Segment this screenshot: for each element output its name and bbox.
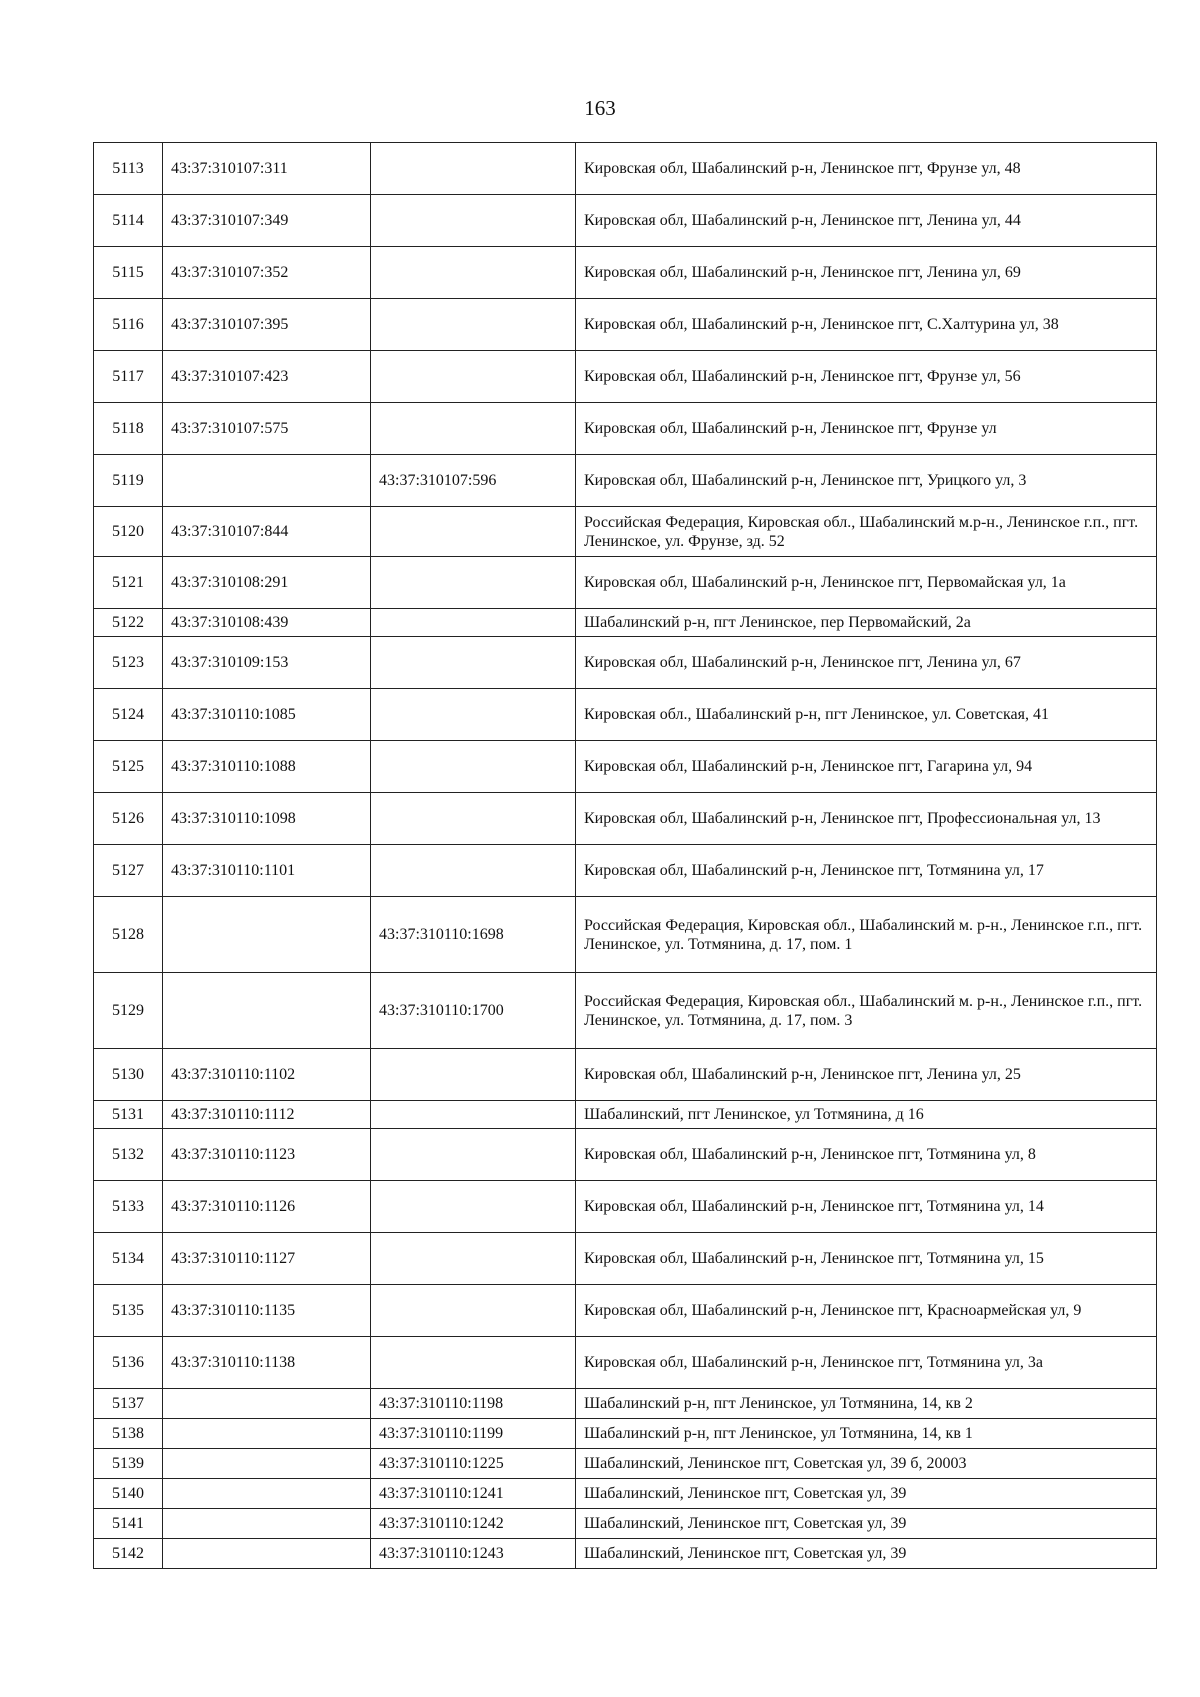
cadastral-number-cell: 43:37:310110:1126 <box>163 1181 371 1233</box>
cadastral-number-cell: 43:37:310108:291 <box>163 557 371 609</box>
cadastral-number-cell <box>163 1449 371 1479</box>
cadastral-number-cell: 43:37:310108:439 <box>163 609 371 637</box>
row-number-cell: 5137 <box>94 1389 163 1419</box>
cadastral-number-cell: 43:37:310107:349 <box>163 195 371 247</box>
table-row <box>94 1509 1157 1539</box>
address-cell: Российская Федерация, Кировская обл., Шабалинский м. р-н., Ленинское г.п., пгт. Ленинское, ул. Тотмянина, д. 17, пом. 3 <box>576 973 1157 1049</box>
row-number-cell: 5138 <box>94 1419 163 1449</box>
table-row <box>94 299 1157 351</box>
row-number-cell: 5135 <box>94 1285 163 1337</box>
address-cell: Кировская обл, Шабалинский р-н, Ленинское пгт, Профессиональная ул, 13 <box>576 793 1157 845</box>
table-row <box>94 609 1157 637</box>
related-cadastral-number-cell <box>371 793 576 845</box>
related-cadastral-number-cell <box>371 1101 576 1129</box>
related-cadastral-number-cell <box>371 299 576 351</box>
table-row <box>94 1233 1157 1285</box>
cadastral-number-cell <box>163 1479 371 1509</box>
related-cadastral-number-cell <box>371 1049 576 1101</box>
cadastral-number-cell: 43:37:310107:423 <box>163 351 371 403</box>
row-number-cell: 5128 <box>94 897 163 973</box>
table-row <box>94 455 1157 507</box>
cadastral-number-cell: 43:37:310107:352 <box>163 247 371 299</box>
address-cell: Шабалинский, Ленинское пгт, Советская ул, 39 <box>576 1479 1157 1509</box>
row-number-cell: 5141 <box>94 1509 163 1539</box>
cadastral-number-cell <box>163 1419 371 1449</box>
address-cell: Кировская обл, Шабалинский р-н, Ленинское пгт, Ленина ул, 44 <box>576 195 1157 247</box>
table-row <box>94 1539 1157 1569</box>
page-number: 163 <box>584 96 616 120</box>
table-row <box>94 195 1157 247</box>
cadastral-number-cell: 43:37:310107:844 <box>163 507 371 557</box>
row-number-cell: 5123 <box>94 637 163 689</box>
row-number-cell: 5139 <box>94 1449 163 1479</box>
row-number-cell: 5140 <box>94 1479 163 1509</box>
related-cadastral-number-cell: 43:37:310110:1243 <box>371 1539 576 1569</box>
related-cadastral-number-cell: 43:37:310110:1700 <box>371 973 576 1049</box>
cadastral-number-cell: 43:37:310110:1112 <box>163 1101 371 1129</box>
table-row <box>94 247 1157 299</box>
related-cadastral-number-cell <box>371 195 576 247</box>
address-cell: Кировская обл, Шабалинский р-н, Ленинское пгт, Первомайская ул, 1а <box>576 557 1157 609</box>
related-cadastral-number-cell <box>371 689 576 741</box>
address-cell: Кировская обл, Шабалинский р-н, Ленинское пгт, Тотмянина ул, 17 <box>576 845 1157 897</box>
address-cell: Кировская обл., Шабалинский р-н, пгт Ленинское, ул. Советская, 41 <box>576 689 1157 741</box>
related-cadastral-number-cell: 43:37:310110:1225 <box>371 1449 576 1479</box>
row-number-cell: 5114 <box>94 195 163 247</box>
row-number-cell: 5121 <box>94 557 163 609</box>
address-cell: Шабалинский, Ленинское пгт, Советская ул, 39 б, 20003 <box>576 1449 1157 1479</box>
row-number-cell: 5113 <box>94 143 163 195</box>
related-cadastral-number-cell <box>371 351 576 403</box>
cadastral-number-cell: 43:37:310110:1085 <box>163 689 371 741</box>
related-cadastral-number-cell <box>371 247 576 299</box>
table-row <box>94 741 1157 793</box>
table-row <box>94 897 1157 973</box>
cadastral-number-cell: 43:37:310107:575 <box>163 403 371 455</box>
table-row <box>94 1449 1157 1479</box>
address-cell: Кировская обл, Шабалинский р-н, Ленинское пгт, С.Халтурина ул, 38 <box>576 299 1157 351</box>
row-number-cell: 5127 <box>94 845 163 897</box>
related-cadastral-number-cell: 43:37:310110:1241 <box>371 1479 576 1509</box>
row-number-cell: 5124 <box>94 689 163 741</box>
row-number-cell: 5131 <box>94 1101 163 1129</box>
address-cell: Кировская обл, Шабалинский р-н, Ленинское пгт, Тотмянина ул, 14 <box>576 1181 1157 1233</box>
related-cadastral-number-cell <box>371 143 576 195</box>
related-cadastral-number-cell: 43:37:310110:1198 <box>371 1389 576 1419</box>
address-cell: Шабалинский, пгт Ленинское, ул Тотмянина, д 16 <box>576 1101 1157 1129</box>
table-row <box>94 1101 1157 1129</box>
row-number-cell: 5116 <box>94 299 163 351</box>
row-number-cell: 5122 <box>94 609 163 637</box>
address-cell: Кировская обл, Шабалинский р-н, Ленинское пгт, Красноармейская ул, 9 <box>576 1285 1157 1337</box>
table-row <box>94 143 1157 195</box>
related-cadastral-number-cell: 43:37:310110:1199 <box>371 1419 576 1449</box>
related-cadastral-number-cell: 43:37:310110:1698 <box>371 897 576 973</box>
related-cadastral-number-cell <box>371 403 576 455</box>
table-row <box>94 1181 1157 1233</box>
related-cadastral-number-cell <box>371 1233 576 1285</box>
related-cadastral-number-cell <box>371 557 576 609</box>
table-row <box>94 507 1157 557</box>
table-row <box>94 1337 1157 1389</box>
related-cadastral-number-cell <box>371 609 576 637</box>
address-cell: Кировская обл, Шабалинский р-н, Ленинское пгт, Ленина ул, 25 <box>576 1049 1157 1101</box>
address-cell: Кировская обл, Шабалинский р-н, Ленинское пгт, Тотмянина ул, 8 <box>576 1129 1157 1181</box>
address-cell: Кировская обл, Шабалинский р-н, Ленинское пгт, Тотмянина ул, 15 <box>576 1233 1157 1285</box>
address-cell: Кировская обл, Шабалинский р-н, Ленинское пгт, Фрунзе ул, 48 <box>576 143 1157 195</box>
row-number-cell: 5119 <box>94 455 163 507</box>
address-cell: Кировская обл, Шабалинский р-н, Ленинское пгт, Ленина ул, 67 <box>576 637 1157 689</box>
address-cell: Шабалинский р-н, пгт Ленинское, ул Тотмянина, 14, кв 2 <box>576 1389 1157 1419</box>
address-cell: Кировская обл, Шабалинский р-н, Ленинское пгт, Фрунзе ул <box>576 403 1157 455</box>
related-cadastral-number-cell <box>371 741 576 793</box>
cadastral-number-cell <box>163 455 371 507</box>
related-cadastral-number-cell <box>371 1181 576 1233</box>
cadastral-number-cell: 43:37:310110:1098 <box>163 793 371 845</box>
cadastral-number-cell: 43:37:310110:1138 <box>163 1337 371 1389</box>
address-cell: Шабалинский р-н, пгт Ленинское, пер Первомайский, 2а <box>576 609 1157 637</box>
address-cell: Российская Федерация, Кировская обл., Шабалинский м. р-н., Ленинское г.п., пгт. Ленинское, ул. Тотмянина, д. 17, пом. 1 <box>576 897 1157 973</box>
table-row <box>94 793 1157 845</box>
related-cadastral-number-cell <box>371 1285 576 1337</box>
table-row <box>94 1049 1157 1101</box>
cadastral-number-cell <box>163 1389 371 1419</box>
row-number-cell: 5132 <box>94 1129 163 1181</box>
cadastral-number-cell: 43:37:310110:1101 <box>163 845 371 897</box>
table-row <box>94 1389 1157 1419</box>
address-cell: Шабалинский р-н, пгт Ленинское, ул Тотмянина, 14, кв 1 <box>576 1419 1157 1449</box>
address-cell: Кировская обл, Шабалинский р-н, Ленинское пгт, Тотмянина ул, 3а <box>576 1337 1157 1389</box>
related-cadastral-number-cell <box>371 1337 576 1389</box>
related-cadastral-number-cell <box>371 637 576 689</box>
row-number-cell: 5125 <box>94 741 163 793</box>
cadastral-number-cell: 43:37:310110:1102 <box>163 1049 371 1101</box>
row-number-cell: 5142 <box>94 1539 163 1569</box>
table-row <box>94 1419 1157 1449</box>
row-number-cell: 5120 <box>94 507 163 557</box>
row-number-cell: 5133 <box>94 1181 163 1233</box>
row-number-cell: 5136 <box>94 1337 163 1389</box>
cadastral-number-cell: 43:37:310110:1127 <box>163 1233 371 1285</box>
cadastral-number-cell <box>163 973 371 1049</box>
related-cadastral-number-cell: 43:37:310110:1242 <box>371 1509 576 1539</box>
table-row <box>94 403 1157 455</box>
table-row <box>94 351 1157 403</box>
address-cell: Кировская обл, Шабалинский р-н, Ленинское пгт, Ленина ул, 69 <box>576 247 1157 299</box>
related-cadastral-number-cell <box>371 1129 576 1181</box>
cadastral-number-cell: 43:37:310109:153 <box>163 637 371 689</box>
related-cadastral-number-cell <box>371 507 576 557</box>
cadastral-number-cell: 43:37:310110:1135 <box>163 1285 371 1337</box>
registry-table <box>93 142 1157 1569</box>
table-row <box>94 689 1157 741</box>
table-row <box>94 973 1157 1049</box>
address-cell: Кировская обл, Шабалинский р-н, Ленинское пгт, Гагарина ул, 94 <box>576 741 1157 793</box>
row-number-cell: 5134 <box>94 1233 163 1285</box>
address-cell: Кировская обл, Шабалинский р-н, Ленинское пгт, Урицкого ул, 3 <box>576 455 1157 507</box>
cadastral-number-cell <box>163 1509 371 1539</box>
address-cell: Шабалинский, Ленинское пгт, Советская ул, 39 <box>576 1509 1157 1539</box>
address-cell: Шабалинский, Ленинское пгт, Советская ул, 39 <box>576 1539 1157 1569</box>
table-row <box>94 1129 1157 1181</box>
table-row <box>94 1285 1157 1337</box>
registry-table-body <box>94 143 1157 1569</box>
cadastral-number-cell <box>163 1539 371 1569</box>
related-cadastral-number-cell <box>371 845 576 897</box>
cadastral-number-cell: 43:37:310107:311 <box>163 143 371 195</box>
row-number-cell: 5117 <box>94 351 163 403</box>
table-row <box>94 557 1157 609</box>
row-number-cell: 5126 <box>94 793 163 845</box>
row-number-cell: 5118 <box>94 403 163 455</box>
cadastral-number-cell: 43:37:310107:395 <box>163 299 371 351</box>
related-cadastral-number-cell: 43:37:310107:596 <box>371 455 576 507</box>
address-cell: Российская Федерация, Кировская обл., Шабалинский м.р-н., Ленинское г.п., пгт. Ленинское, ул. Фрунзе, зд. 52 <box>576 507 1157 557</box>
table-row <box>94 845 1157 897</box>
address-cell: Кировская обл, Шабалинский р-н, Ленинское пгт, Фрунзе ул, 56 <box>576 351 1157 403</box>
table-row <box>94 637 1157 689</box>
cadastral-number-cell: 43:37:310110:1088 <box>163 741 371 793</box>
cadastral-number-cell: 43:37:310110:1123 <box>163 1129 371 1181</box>
row-number-cell: 5130 <box>94 1049 163 1101</box>
table-row <box>94 1479 1157 1509</box>
row-number-cell: 5129 <box>94 973 163 1049</box>
cadastral-number-cell <box>163 897 371 973</box>
row-number-cell: 5115 <box>94 247 163 299</box>
